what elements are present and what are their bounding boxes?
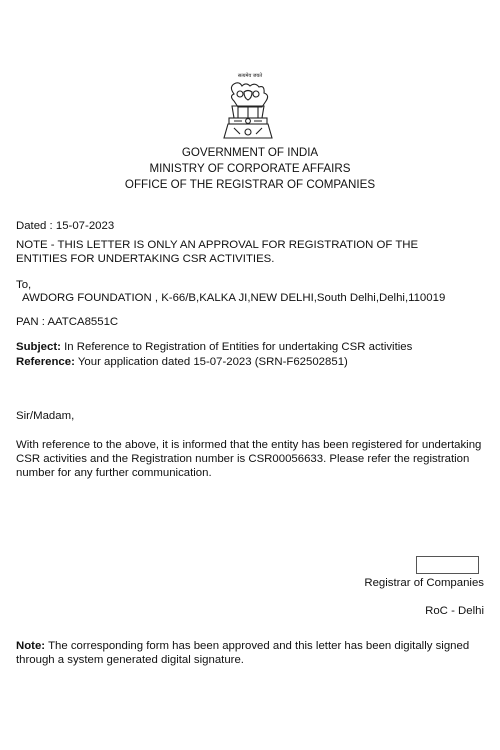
header-government: GOVERNMENT OF INDIA xyxy=(181,146,319,159)
subject-label: Subject: xyxy=(16,341,61,353)
footer-note-text: The corresponding form has been approved and this letter has been digitally signed through a system generated digital signature. xyxy=(16,640,470,666)
national-emblem-icon xyxy=(220,82,276,144)
letter-date: Dated : 15-07-2023 xyxy=(16,220,115,232)
recipient-address: AWDORG FOUNDATION , K-66/B,KALKA JI,NEW DELHI,South Delhi,Delhi,110019 xyxy=(22,292,446,304)
subject-line xyxy=(16,340,412,354)
to-label: To, xyxy=(16,279,32,291)
letter-body: With reference to the above, it is informed that the entity has been registered for undertaking CSR activities and the Registration number is CSR00056633. Please refer the registration number for any further communication. xyxy=(16,439,482,479)
signatory-title: Registrar of Companies xyxy=(364,577,484,589)
footer-note-label: Note: xyxy=(16,640,46,652)
footer-note xyxy=(16,639,486,667)
salutation: Sir/Madam, xyxy=(16,410,75,422)
signatory-office: RoC - Delhi xyxy=(425,605,484,617)
reference-text: Your application dated 15-07-2023 (SRN-F62502851) xyxy=(74,356,348,368)
digital-signature-box xyxy=(416,556,479,574)
emblem-motto: सत्यमेव जयते xyxy=(237,73,263,79)
approval-note: NOTE - THIS LETTER IS ONLY AN APPROVAL FOR REGISTRATION OF THE ENTITIES FOR UNDERTAKING CSR ACTIVITIES. xyxy=(16,239,419,265)
header-ministry: MINISTRY OF CORPORATE AFFAIRS xyxy=(149,162,351,175)
reference-label: Reference: xyxy=(16,356,75,368)
pan-number: PAN : AATCA8551C xyxy=(16,316,119,328)
reference-line xyxy=(16,355,348,369)
header-office: OFFICE OF THE REGISTRAR OF COMPANIES xyxy=(124,178,376,191)
subject-text: In Reference to Registration of Entities for undertaking CSR activities xyxy=(60,341,413,353)
